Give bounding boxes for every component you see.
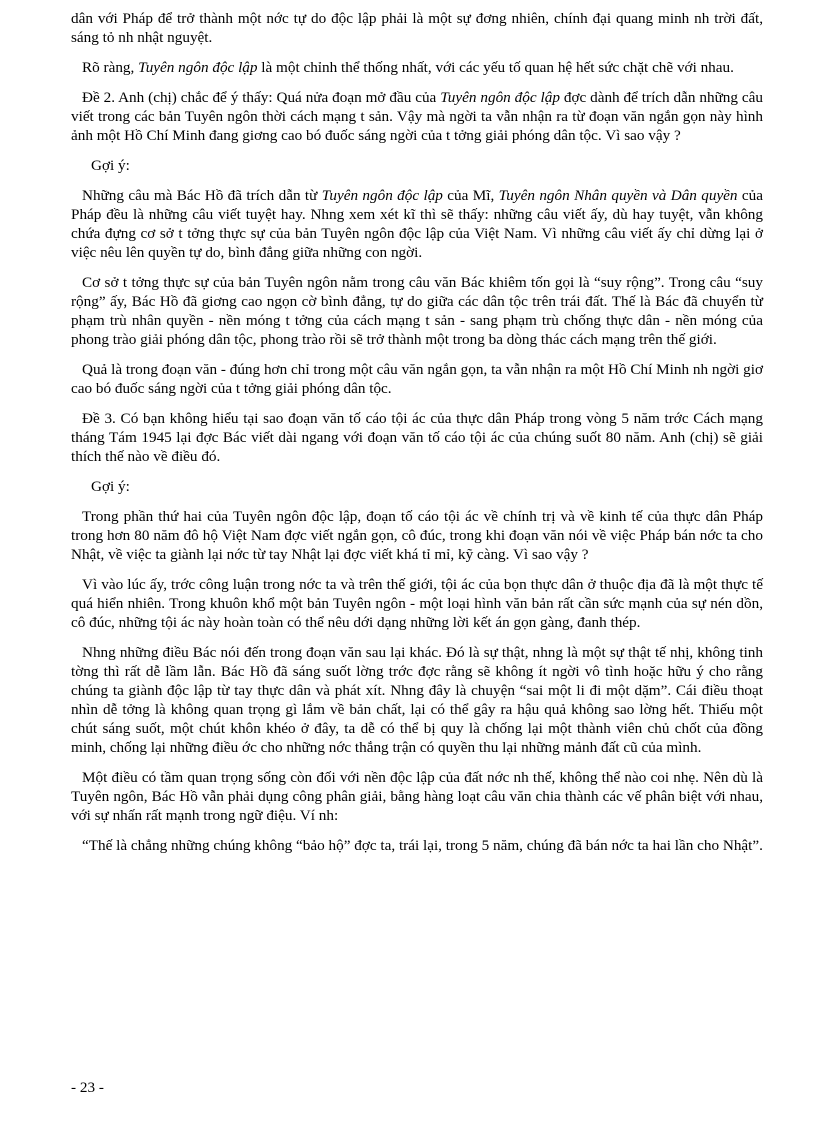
text-run: đợc dành để trích dẫn những câu viết trong các bản Tuyên ngôn thời cách mạng t sản. Vậy mà ngời ta vẫn nhận ra từ đoạn văn ngắn gọn này hình ảnh một Hồ Chí Minh đang giơng cao bó đuốc sáng ngời của t tởng giải phóng dân tộc. Vì sao vậy ? [71,89,763,144]
paragraph-question-3: Đề 3. Có bạn không hiểu tại sao đoạn văn tố cáo tội ác của thực dân Pháp trong vòng 5 năm trớc Cách mạng tháng Tám 1945 lại đợc Bác viết dài ngang với đoạn văn tố cáo tội ác của chúng suốt 80 năm. Anh (chị) sẽ giải thích thế nào về điều đó. [71,410,763,465]
paragraph-answer-2b: Cơ sở t tởng thực sự của bản Tuyên ngôn nằm trong câu văn Bác khiêm tốn gọi là “suy rộng”. Trong câu “suy rộng” ấy, Bác Hồ đã giơng cao ngọn cờ bình đẳng, tự do giữa các dân tộc trên trái đất. Thế là Bác đã chuyển từ phạm trù nhân quyền - nền móng t tởng của cách mạng t sản - sang phạm trù chống thực dân - nền móng của phong trào giải phóng dân tộc, phong trào rồi sẽ trở thành một trong ba dòng thác cách mạng trên thế giới. [71,274,763,348]
text-run: là một chỉnh thể thống nhất, với các yếu tố quan hệ hết sức chặt chẽ với nhau. [257,59,734,76]
hint-label: Gợi ý: [91,157,130,174]
paragraph-quotation: “Thế là chẳng những chúng không “bảo hộ” đợc ta, trái lại, trong 5 năm, chúng đã bán nớc ta hai lần cho Nhật”. [82,837,763,854]
paragraph-continuation: dân với Pháp để trở thành một nớc tự do độc lập phải là một sự đơng nhiên, chính đại quang minh nh trời đất, sáng tỏ nh nhật nguyệt. [71,10,763,46]
italic-title: Tuyên ngôn độc lập [138,59,258,76]
text-run: Những câu mà Bác Hồ đã trích dẫn từ [82,187,322,204]
paragraph-answer-3b: Vì vào lúc ấy, trớc công luận trong nớc ta và trên thế giới, tội ác của bọn thực dân ở thuộc địa đã là một thực tế quá hiển nhiên. Trong khuôn khổ một bản Tuyên ngôn - một loại hình văn bản rất cần sức mạnh của sự nén dồn, cô đúc, những tội ác này hoàn toàn có thể nêu dới dạng những lời kết án gọn gàng, đanh thép. [71,576,763,631]
text-run: của Pháp đều là những câu viết tuyệt hay. Nhng xem xét kĩ thì sẽ thấy: những câu viết ấy, dù hay tuyệt, vẫn không chứa đựng cơ sở t tởng thực sự của bản Tuyên ngôn độc lập của Việt Nam. Vì những câu viết ấy chỉ dừng lại ở việc nêu lên quyền tự do, bình đẳng giữa những con ngời. [71,187,763,261]
paragraph-answer-3a: Trong phần thứ hai của Tuyên ngôn độc lập, đoạn tố cáo tội ác về chính trị và về kinh tế của thực dân Pháp trong hơn 80 năm đô hộ Việt Nam đợc viết ngắn gọn, cô đúc, trong khi đoạn văn nói về việc Pháp bán nớc ta cho Nhật, về việc ta giành lại nớc từ tay Nhật lại đợc viết khá tỉ mỉ, kỹ càng. Vì sao vậy ? [71,508,763,563]
hint-label: Gợi ý: [91,478,130,495]
italic-title: Tuyên ngôn độc lập [440,89,560,106]
page-number: - 23 - [71,1079,104,1096]
italic-title: Tuyên ngôn độc lập [321,187,443,204]
paragraph-question-2 [71,88,763,145]
text-run: Đề 2. Anh (chị) chắc để ý thấy: Quá nửa đoạn mở đầu của [82,89,441,106]
text-run: của Mĩ, [442,187,499,204]
paragraph-answer-2c: Quả là trong đoạn văn - đúng hơn chỉ trong một câu văn ngắn gọn, ta vẫn nhận ra một Hồ Chí Minh nh ngời giơ cao bó đuốc sáng ngời của t tởng giải phóng dân tộc. [71,361,763,397]
paragraph-answer-3c: Nhng những điều Bác nói đến trong đoạn văn sau lại khác. Đó là sự thật, nhng là một sự thật tế nhị, không tinh tờng thì rất dễ lầm lẫn. Bác Hồ đã sáng suốt lờng trớc đợc rằng sẽ không ít ngời vô tình hoặc hữu ý cho rằng chúng ta giành độc lập từ tay thực dân và phát xít. Nhng đây là chuyện “sai một li đi một dặm”. Cái điều thoạt nhìn dễ tởng là không quan trọng gì lắm về bản chất, lại có thể gây ra hậu quả không sao lờng hết. Thiếu một chút sáng suốt, một chút khôn khéo ở đây, ta dễ có thể bị quy là chống lại một thành viên chủ chốt của đồng minh, chống lại những điều ớc cho những nớc thắng trận có quyền thu lại những mảnh đất cũ của mình. [71,644,763,756]
document-page [71,9,763,866]
italic-title: Tuyên ngôn Nhân quyền và Dân quyền [498,187,738,204]
paragraph-answer-3d: Một điều có tầm quan trọng sống còn đối với nền độc lập của đất nớc nh thế, không thể nào coi nhẹ. Nên dù là Tuyên ngôn, Bác Hồ vẫn phải dụng công phân giải, bằng hàng loạt câu văn chia thành các vế phân biệt với nhau, với sự nhấn rất mạnh trong ngữ điệu. Ví nh: [71,769,763,824]
paragraph-answer-2a [71,186,763,262]
text-run: Rõ ràng, [82,59,139,76]
paragraph-unity-statement [71,58,763,77]
